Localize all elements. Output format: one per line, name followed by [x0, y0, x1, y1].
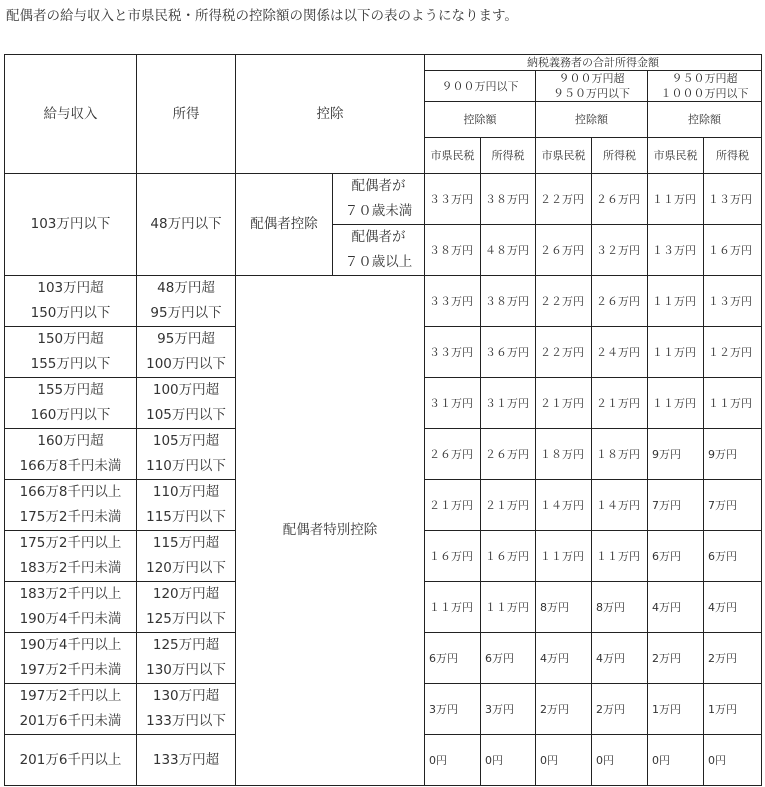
header-resident-tax: 市県民税	[648, 138, 704, 174]
deduction-value: ２２万円	[536, 327, 592, 378]
salary-cell: 155万円超 160万円以下	[5, 378, 137, 429]
deduction-value: ２６万円	[536, 225, 592, 276]
deduction-value: 4万円	[648, 582, 704, 633]
income-cell: 125万円超 130万円以下	[137, 633, 236, 684]
deduction-value: １１万円	[648, 378, 704, 429]
header-resident-tax: 市県民税	[425, 138, 481, 174]
deduction-value: １１万円	[648, 174, 704, 225]
deduction-value: １１万円	[481, 582, 536, 633]
deduction-value: 0円	[425, 735, 481, 786]
deduction-value: 2万円	[536, 684, 592, 735]
header-bracket-1: ９００万円以下	[425, 71, 536, 102]
deduction-value: 9万円	[704, 429, 762, 480]
header-amount: 控除額	[425, 102, 536, 138]
deduction-value: ２１万円	[536, 378, 592, 429]
deduction-value: ３６万円	[481, 327, 536, 378]
header-bracket-2: ９００万円超 ９５０万円以下	[536, 71, 648, 102]
deduction-value: ３１万円	[425, 378, 481, 429]
header-deduction: 控除	[236, 55, 425, 174]
salary-cell: 201万6千円以上	[5, 735, 137, 786]
header-salary: 給与収入	[5, 55, 137, 174]
deduction-value: 1万円	[648, 684, 704, 735]
income-cell: 95万円超 100万円以下	[137, 327, 236, 378]
deduction-value: １３万円	[704, 276, 762, 327]
table-row	[5, 276, 762, 327]
salary-cell: 103万円以下	[5, 174, 137, 276]
header-total-income-group: 納税義務者の合計所得金額	[425, 55, 762, 71]
header-amount: 控除額	[536, 102, 648, 138]
deduction-value: 3万円	[425, 684, 481, 735]
deduction-value: １３万円	[704, 174, 762, 225]
deduction-value: １１万円	[536, 531, 592, 582]
deduction-value: 0円	[592, 735, 648, 786]
deduction-value: ３１万円	[481, 378, 536, 429]
salary-cell: 103万円超 150万円以下	[5, 276, 137, 327]
deduction-table	[4, 54, 762, 786]
header-income: 所得	[137, 55, 236, 174]
deduction-value: ２１万円	[592, 378, 648, 429]
deduction-value: １２万円	[704, 327, 762, 378]
deduction-value: 4万円	[592, 633, 648, 684]
income-cell: 115万円超 120万円以下	[137, 531, 236, 582]
deduction-value: １４万円	[536, 480, 592, 531]
deduction-value: ２６万円	[425, 429, 481, 480]
deduction-value: ３３万円	[425, 174, 481, 225]
special-deduction-label: 配偶者特別控除	[236, 276, 425, 786]
spouse-deduction-label: 配偶者控除	[236, 174, 333, 276]
income-cell: 120万円超 125万円以下	[137, 582, 236, 633]
deduction-value: 8万円	[592, 582, 648, 633]
deduction-value: 0円	[648, 735, 704, 786]
income-cell: 48万円超 95万円以下	[137, 276, 236, 327]
deduction-value: １６万円	[704, 225, 762, 276]
salary-cell: 183万2千円以上 190万4千円未満	[5, 582, 137, 633]
deduction-value: ２１万円	[481, 480, 536, 531]
deduction-value: ２６万円	[481, 429, 536, 480]
salary-cell: 166万8千円以上 175万2千円未満	[5, 480, 137, 531]
deduction-value: 0円	[704, 735, 762, 786]
deduction-value: １８万円	[536, 429, 592, 480]
income-cell: 105万円超 110万円以下	[137, 429, 236, 480]
deduction-value: 0円	[481, 735, 536, 786]
deduction-value: 3万円	[481, 684, 536, 735]
deduction-value: ３３万円	[425, 327, 481, 378]
salary-cell: 197万2千円以上 201万6千円未満	[5, 684, 137, 735]
deduction-value: １１万円	[425, 582, 481, 633]
salary-cell: 175万2千円以上 183万2千円未満	[5, 531, 137, 582]
age-70-over-label: 配偶者が ７０歳以上	[333, 225, 425, 276]
deduction-value: １１万円	[648, 327, 704, 378]
age-under-70-label: 配偶者が ７０歳未満	[333, 174, 425, 225]
deduction-value: ２４万円	[592, 327, 648, 378]
header-resident-tax: 市県民税	[536, 138, 592, 174]
income-cell: 110万円超 115万円以下	[137, 480, 236, 531]
deduction-value: １１万円	[648, 276, 704, 327]
deduction-value: 2万円	[648, 633, 704, 684]
deduction-value: １６万円	[481, 531, 536, 582]
deduction-value: 7万円	[704, 480, 762, 531]
deduction-value: 2万円	[704, 633, 762, 684]
deduction-value: ３２万円	[592, 225, 648, 276]
deduction-value: 2万円	[592, 684, 648, 735]
deduction-value: 4万円	[704, 582, 762, 633]
intro-text: 配偶者の給与収入と市県民税・所得税の控除額の関係は以下の表のようになります。	[6, 8, 518, 24]
deduction-value: ２６万円	[592, 276, 648, 327]
salary-cell: 150万円超 155万円以下	[5, 327, 137, 378]
table-row	[5, 174, 762, 225]
deduction-value: １６万円	[425, 531, 481, 582]
header-bracket-3: ９５０万円超 １０００万円以下	[648, 71, 762, 102]
deduction-value: １４万円	[592, 480, 648, 531]
deduction-value: ２１万円	[425, 480, 481, 531]
header-income-tax: 所得税	[481, 138, 536, 174]
deduction-value: 6万円	[481, 633, 536, 684]
deduction-value: ３８万円	[425, 225, 481, 276]
deduction-value: １３万円	[648, 225, 704, 276]
deduction-value: 9万円	[648, 429, 704, 480]
deduction-value: ３３万円	[425, 276, 481, 327]
deduction-value: 4万円	[536, 633, 592, 684]
income-cell: 133万円超	[137, 735, 236, 786]
deduction-value: ２２万円	[536, 276, 592, 327]
header-income-tax: 所得税	[592, 138, 648, 174]
deduction-value: ２６万円	[592, 174, 648, 225]
deduction-value: 6万円	[704, 531, 762, 582]
salary-cell: 160万円超 166万8千円未満	[5, 429, 137, 480]
header-amount: 控除額	[648, 102, 762, 138]
income-cell: 48万円以下	[137, 174, 236, 276]
deduction-value: 6万円	[648, 531, 704, 582]
deduction-value: １１万円	[592, 531, 648, 582]
deduction-value: 6万円	[425, 633, 481, 684]
deduction-value: 7万円	[648, 480, 704, 531]
deduction-value: １１万円	[704, 378, 762, 429]
income-cell: 130万円超 133万円以下	[137, 684, 236, 735]
deduction-value: 1万円	[704, 684, 762, 735]
header-income-tax: 所得税	[704, 138, 762, 174]
deduction-value: １８万円	[592, 429, 648, 480]
deduction-value: ３８万円	[481, 276, 536, 327]
deduction-value: ２２万円	[536, 174, 592, 225]
salary-cell: 190万4千円以上 197万2千円未満	[5, 633, 137, 684]
deduction-value: 0円	[536, 735, 592, 786]
income-cell: 100万円超 105万円以下	[137, 378, 236, 429]
deduction-value: ４８万円	[481, 225, 536, 276]
deduction-value: ３８万円	[481, 174, 536, 225]
deduction-value: 8万円	[536, 582, 592, 633]
